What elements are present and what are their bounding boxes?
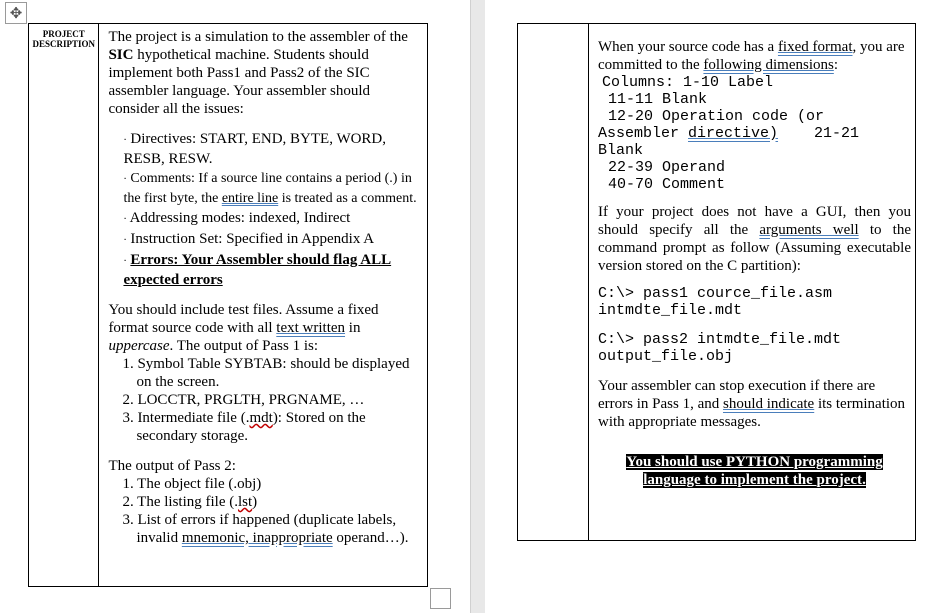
comments-text: Comments: If a source line contains a period (.) in the first byte, the bbox=[123, 171, 412, 206]
intro-paragraph bbox=[108, 28, 421, 118]
fixed-format-text-2: , you are committed to the bbox=[598, 39, 905, 73]
addressing-text: Addressing modes: indexed, Indirect bbox=[129, 210, 351, 226]
gui-text-2: to the command prompt as follow (Assuming executable version stored on the C partition): bbox=[598, 222, 911, 274]
errors-bold-text: Errors: Your Assembler should flag ALL expected errors bbox=[123, 252, 392, 288]
list-item bbox=[123, 169, 421, 208]
dimension-line: 40-70 Comment bbox=[608, 176, 726, 193]
dimension-line: 22-39 Operand bbox=[608, 159, 726, 176]
python-text: You should use PYTHON programming language to implement the bbox=[626, 454, 883, 488]
fixed-format-text: When your source code has a bbox=[598, 39, 778, 55]
test-files-text-3: . The output of Pass 1 is: bbox=[169, 338, 319, 354]
errors-text-2: its termination with appropriate messages. bbox=[598, 396, 906, 430]
item-text-2: operand…). bbox=[332, 530, 409, 546]
gui-text: If your project does not have a GUI, then you should specify all the bbox=[598, 204, 911, 238]
list-item: 1. The object file (.obj) bbox=[122, 476, 262, 492]
list-item bbox=[122, 511, 421, 547]
directives-text: Directives: START, END, BYTE, WORD, RESB, RESW. bbox=[123, 131, 387, 167]
list-item bbox=[123, 209, 421, 229]
fixed-format-link: fixed format bbox=[777, 39, 853, 55]
following-dimensions-link: following dimensions bbox=[703, 57, 834, 73]
empty-label-cell bbox=[518, 24, 589, 541]
lst-spell-flag: lst bbox=[237, 494, 253, 510]
bullet-dot-icon: · bbox=[123, 135, 127, 146]
requirements-cell[interactable] bbox=[589, 24, 916, 541]
pass2-heading: The output of Pass 2: bbox=[108, 458, 236, 474]
list-item bbox=[123, 251, 421, 289]
command-line: intmdte_file.mdt bbox=[598, 302, 743, 319]
dimension-line: 11-11 Blank bbox=[608, 91, 708, 108]
dimension-text-2: 21-21 bbox=[778, 125, 860, 142]
pass1-output-list bbox=[108, 355, 421, 445]
instruction-set-text: Instruction Set: Specified in Appendix A bbox=[130, 231, 375, 247]
list-item bbox=[122, 493, 421, 511]
should-indicate-link: should indicate bbox=[722, 396, 815, 412]
project-description-label: PROJECT DESCRIPTION bbox=[32, 29, 95, 49]
text-written-link: text written bbox=[276, 320, 346, 336]
dimension-line: Blank bbox=[598, 142, 644, 159]
requirements-table bbox=[517, 23, 916, 541]
dimension-line bbox=[598, 125, 911, 142]
mnemonic-grammar-flag: mnemonic, inappropriate bbox=[181, 530, 333, 546]
bullet-dot-icon: · bbox=[123, 235, 127, 246]
dimension-line: 12-20 Operation code (or bbox=[608, 108, 825, 125]
command-line: C:\> pass2 intmdte_file.mdt bbox=[598, 331, 842, 348]
project-link: project bbox=[816, 472, 863, 488]
bullet-dot-icon: · bbox=[123, 174, 127, 185]
table-resize-handle-icon[interactable] bbox=[430, 588, 451, 609]
dimension-line: Columns: 1-10 Label bbox=[602, 74, 774, 91]
errors-text: Your assembler can stop execution if there are errors in Pass 1, and bbox=[598, 378, 876, 412]
entire-line-link: entire line bbox=[221, 191, 279, 206]
label-cell bbox=[29, 24, 99, 587]
directive-link: directive) bbox=[688, 125, 779, 142]
test-files-paragraph bbox=[108, 301, 421, 355]
gui-paragraph bbox=[598, 203, 911, 275]
arguments-well-link: arguments well bbox=[759, 222, 859, 238]
issues-list bbox=[123, 130, 421, 289]
pass2-command bbox=[598, 331, 911, 365]
bullet-dot-icon: · bbox=[123, 256, 127, 267]
fixed-format-text-3: : bbox=[833, 57, 838, 73]
pass2-output-list bbox=[108, 475, 421, 547]
sic-bold: SIC bbox=[108, 47, 134, 63]
pass1-command bbox=[598, 285, 911, 319]
bullet-dot-icon: · bbox=[123, 214, 127, 225]
comments-text-2: is treated as a comment. bbox=[278, 191, 417, 206]
mdt-spell-flag: mdt bbox=[249, 410, 273, 426]
command-line: output_file.obj bbox=[598, 348, 734, 365]
test-files-text: You should include test files. Assume a fixed format source code with all bbox=[108, 302, 379, 336]
list-item bbox=[123, 230, 421, 250]
python-requirement bbox=[598, 453, 911, 489]
intro-text: The project is a simulation to the assembler of the bbox=[108, 29, 408, 45]
list-item: 1. Symbol Table SYBTAB: should be displayed on the screen. bbox=[122, 356, 410, 390]
errors-paragraph bbox=[598, 377, 911, 431]
item-text: 2. The listing file (. bbox=[122, 494, 238, 510]
dimensions-block bbox=[598, 74, 911, 193]
item-text-2: ) bbox=[252, 494, 258, 510]
project-description-table bbox=[28, 23, 428, 587]
list-item bbox=[122, 409, 421, 445]
test-files-text-2: in bbox=[345, 320, 361, 336]
item-text: 3. List of errors if happened (duplicate labels, invalid bbox=[122, 512, 397, 546]
table-move-handle-icon[interactable]: ✥ bbox=[5, 2, 27, 24]
item-text-2: ): Stored on the secondary storage. bbox=[136, 410, 366, 444]
uppercase-italic: uppercase bbox=[108, 338, 170, 354]
description-cell[interactable] bbox=[99, 24, 428, 587]
list-item bbox=[123, 130, 421, 168]
page-gutter bbox=[470, 0, 486, 613]
python-text-2: . bbox=[862, 472, 866, 488]
command-line: C:\> pass1 cource_file.asm bbox=[598, 285, 833, 302]
intro-text-2: hypothetical machine. Students should implement both Pass1 and Pass2 of the SIC assembler language. Your assembler should consider all the issues: bbox=[108, 47, 371, 117]
dimension-text: Assembler bbox=[598, 125, 689, 142]
item-text: 3. Intermediate file (. bbox=[122, 410, 250, 426]
list-item: 2. LOCCTR, PRGLTH, PRGNAME, … bbox=[122, 392, 365, 408]
fixed-format-paragraph bbox=[598, 38, 911, 74]
